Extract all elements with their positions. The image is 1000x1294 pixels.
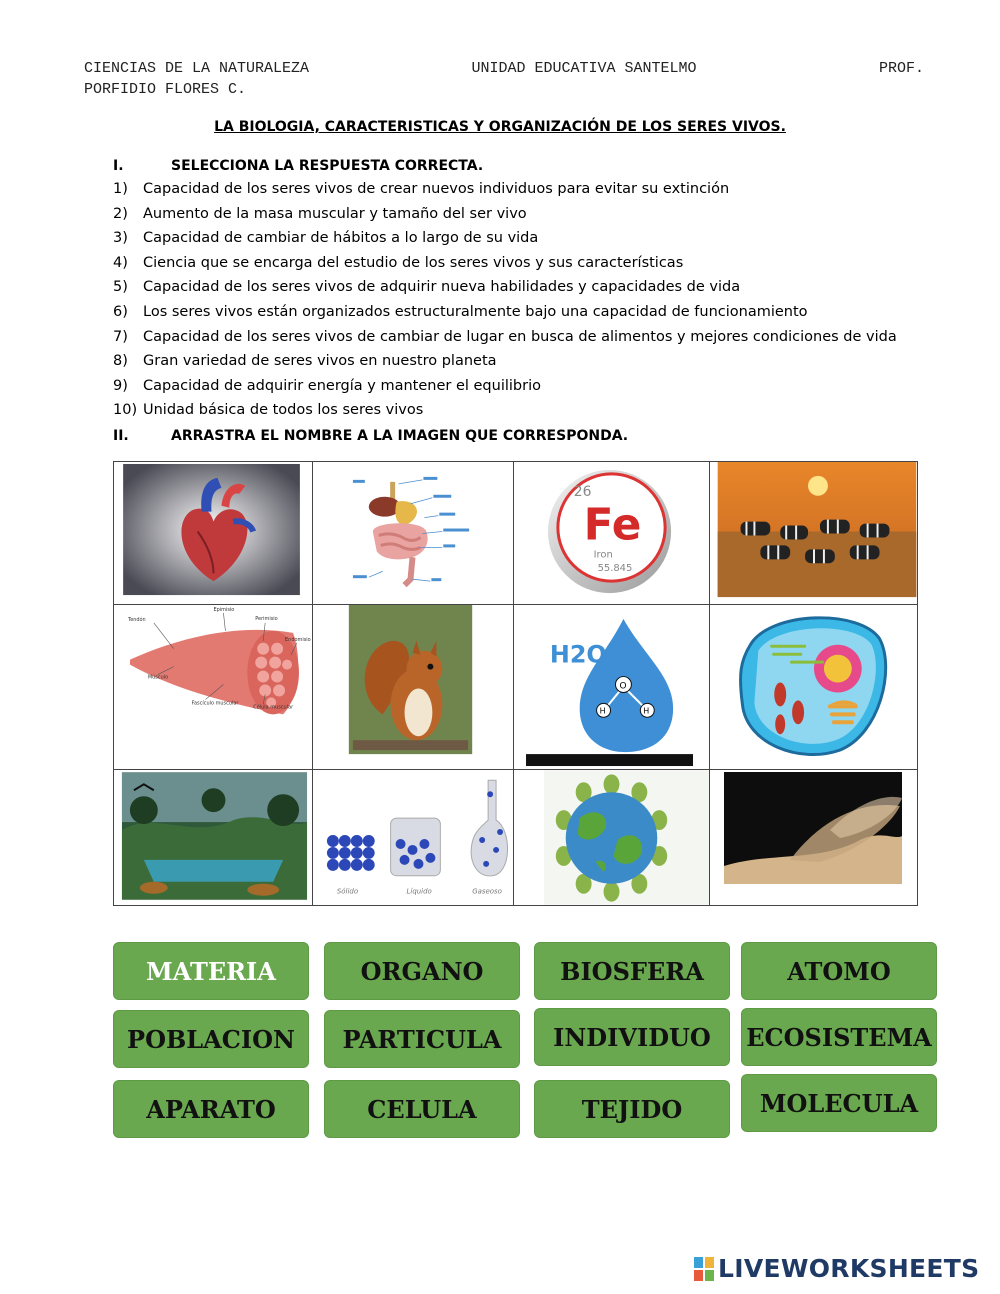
question-item bbox=[113, 255, 683, 271]
question-number: 1) bbox=[113, 181, 128, 197]
question-number: 7) bbox=[113, 328, 128, 345]
svg-text:Fe: Fe bbox=[583, 499, 642, 551]
heart-image bbox=[114, 462, 312, 604]
answer-molecula-button[interactable]: MOLECULA bbox=[741, 1074, 937, 1132]
question-text: Los seres vivos están organizados estructuralmente bajo una capacidad de funcionamiento bbox=[143, 304, 808, 320]
drop-zone-ecosystem[interactable] bbox=[114, 770, 313, 905]
svg-text:Músculo: Músculo bbox=[147, 674, 169, 681]
question-item bbox=[113, 378, 541, 394]
drop-zone-states-of-matter[interactable] bbox=[313, 770, 514, 905]
muscle-tissue-image bbox=[114, 605, 312, 769]
answer-celula-button[interactable]: CELULA bbox=[324, 1080, 520, 1138]
question-item bbox=[113, 279, 740, 295]
svg-text:Tendón: Tendón bbox=[128, 616, 146, 623]
sand-particles-image bbox=[710, 770, 917, 905]
svg-text:Perimisio: Perimisio bbox=[255, 615, 278, 622]
svg-text:26: 26 bbox=[573, 483, 592, 500]
answer-materia-button[interactable]: MATERIA bbox=[113, 942, 309, 1000]
answer-tejido-button[interactable]: TEJIDO bbox=[534, 1080, 730, 1138]
question-text: Capacidad de los seres vivos de adquirir nueva habilidades y capacidades de vida bbox=[143, 279, 741, 296]
question-item bbox=[113, 353, 497, 369]
question-item bbox=[113, 304, 808, 320]
svg-text:Célula muscular: Célula muscular bbox=[253, 704, 294, 711]
svg-text:Líquido: Líquido bbox=[406, 887, 432, 896]
svg-text:Sólido: Sólido bbox=[336, 887, 359, 896]
answer-biosfera-button[interactable]: BIOSFERA bbox=[534, 942, 730, 1000]
question-text: Ciencia que se encarga del estudio de los seres vivos y sus características bbox=[143, 254, 684, 271]
question-number: 10) bbox=[113, 402, 138, 419]
svg-text:Endomisio: Endomisio bbox=[285, 636, 311, 643]
earth-biosphere-image bbox=[514, 770, 709, 905]
svg-text:Gaseoso: Gaseoso bbox=[472, 887, 502, 896]
question-number: 3) bbox=[113, 230, 128, 247]
drop-zone-muscle-tissue[interactable] bbox=[114, 605, 313, 770]
drop-zone-zebra-population[interactable] bbox=[710, 462, 917, 605]
answer-aparato-button[interactable]: APARATO bbox=[113, 1080, 309, 1138]
school-name: UNIDAD EDUCATIVA SANTELMO bbox=[471, 60, 697, 77]
question-text: Capacidad de los seres vivos de crear nuevos individuos para evitar su extinción bbox=[143, 181, 730, 197]
answer-individuo-button[interactable]: INDIVIDUO bbox=[534, 1008, 730, 1066]
squirrel-image bbox=[313, 605, 513, 769]
drop-zone-particles[interactable] bbox=[710, 770, 917, 905]
question-text: Gran variedad de seres vivos en nuestro planeta bbox=[143, 353, 497, 370]
question-number: 9) bbox=[113, 377, 128, 394]
drop-zone-iron-element[interactable] bbox=[514, 462, 710, 605]
drop-zone-heart[interactable] bbox=[114, 462, 313, 605]
teacher-name: PORFIDIO FLORES C. bbox=[84, 81, 247, 98]
svg-text:Fascículo muscular: Fascículo muscular bbox=[191, 700, 239, 707]
drop-zone-water-molecule[interactable] bbox=[514, 605, 710, 770]
subject-label: CIENCIAS DE LA NATURALEZA bbox=[84, 60, 310, 77]
iron-element-image bbox=[514, 462, 709, 604]
water-molecule-image bbox=[514, 605, 709, 769]
question-item bbox=[113, 206, 527, 222]
svg-text:H2O: H2O bbox=[549, 640, 607, 669]
drop-zone-animal-cell[interactable] bbox=[710, 605, 917, 770]
svg-text:Epimisio: Epimisio bbox=[213, 606, 235, 613]
drop-zone-digestive-system[interactable] bbox=[313, 462, 514, 605]
question-number: 2) bbox=[113, 205, 128, 222]
prof-label: PROF. bbox=[878, 60, 924, 77]
question-text: Capacidad de los seres vivos de cambiar de lugar en busca de alimentos y mejores condiciones de vida bbox=[143, 328, 897, 345]
question-item bbox=[113, 329, 897, 345]
question-item bbox=[113, 181, 729, 197]
answer-atomo-button[interactable]: ATOMO bbox=[741, 942, 937, 1000]
question-item bbox=[113, 402, 423, 418]
question-text: Capacidad de cambiar de hábitos a lo largo de su vida bbox=[143, 230, 539, 247]
animal-cell-image bbox=[710, 605, 917, 769]
worksheet-header bbox=[84, 60, 924, 98]
svg-text:55.845: 55.845 bbox=[597, 563, 633, 575]
image-grid bbox=[113, 461, 918, 906]
svg-text:Iron: Iron bbox=[593, 549, 613, 561]
answer-particula-button[interactable]: PARTICULA bbox=[324, 1010, 520, 1068]
zebra-herd-image bbox=[710, 462, 917, 604]
svg-text:O: O bbox=[619, 681, 627, 692]
worksheet-title: LA BIOLOGIA, CARACTERISTICAS Y ORGANIZACIÓN DE LOS SERES VIVOS. bbox=[214, 119, 786, 135]
logo-cube-icon bbox=[693, 1256, 715, 1282]
drop-zone-squirrel-individual[interactable] bbox=[313, 605, 514, 770]
question-number: 5) bbox=[113, 279, 128, 296]
drop-zone-earth-biosphere[interactable] bbox=[514, 770, 710, 905]
question-number: 4) bbox=[113, 254, 128, 271]
svg-text:H: H bbox=[643, 706, 650, 716]
digestive-system-image bbox=[313, 462, 513, 604]
question-number: 8) bbox=[113, 353, 128, 370]
section-2-heading: II. ARRASTRA EL NOMBRE A LA IMAGEN QUE CORRESPONDA. bbox=[113, 428, 629, 444]
answer-ecosistema-button[interactable]: ECOSISTEMA bbox=[741, 1008, 937, 1066]
question-item bbox=[113, 230, 538, 246]
answer-organo-button[interactable]: ORGANO bbox=[324, 942, 520, 1000]
question-text: Aumento de la masa muscular y tamaño del ser vivo bbox=[143, 205, 527, 222]
ecosystem-image bbox=[114, 770, 312, 905]
section-1-heading: I. SELECCIONA LA RESPUESTA CORRECTA. bbox=[113, 158, 484, 174]
question-text: Unidad básica de todos los seres vivos bbox=[143, 402, 424, 419]
answer-poblacion-button[interactable]: POBLACION bbox=[113, 1010, 309, 1068]
question-text: Capacidad de adquirir energía y mantener el equilibrio bbox=[143, 377, 541, 394]
brand-name: LIVEWORKSHEETS bbox=[718, 1254, 980, 1283]
liveworksheets-logo bbox=[693, 1254, 979, 1283]
svg-text:H: H bbox=[599, 706, 606, 716]
question-number: 6) bbox=[113, 304, 128, 320]
states-of-matter-image bbox=[313, 770, 513, 905]
